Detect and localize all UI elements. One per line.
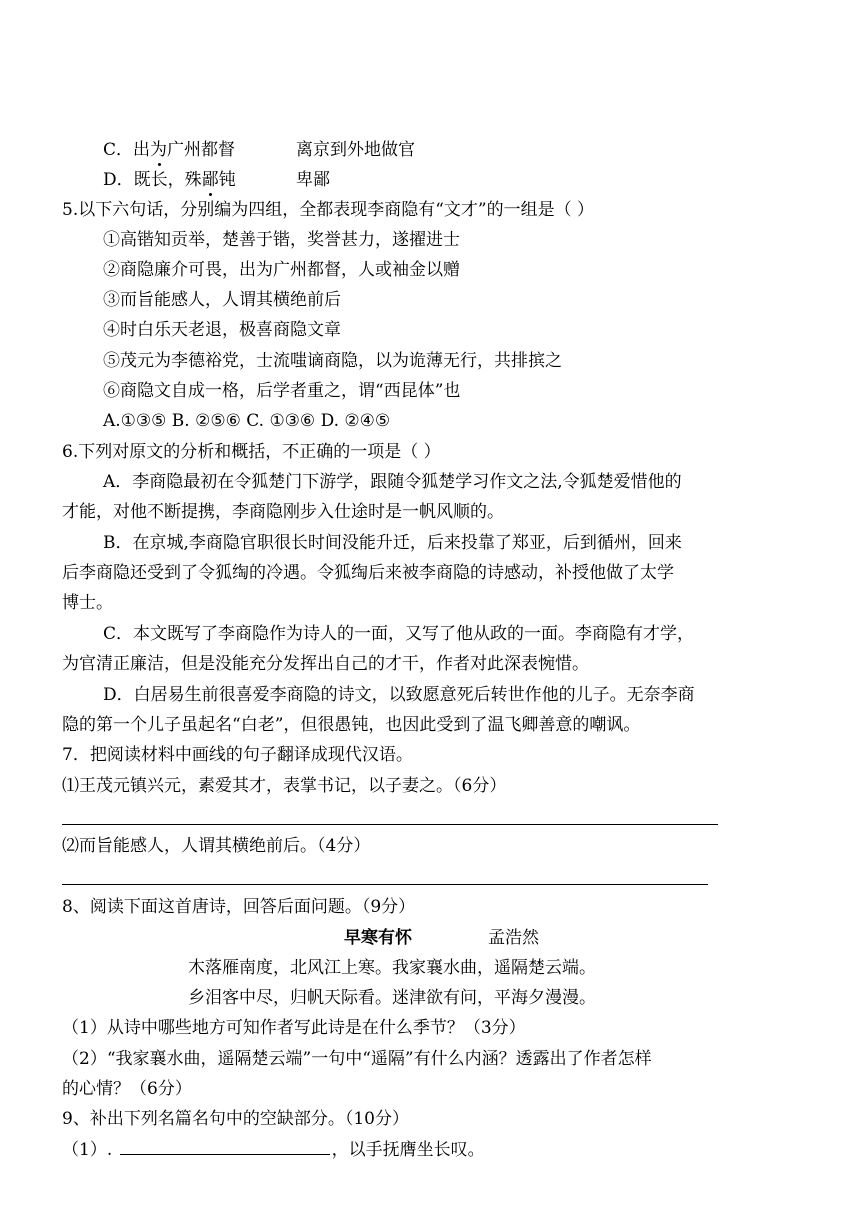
q9-stem: 9、补出下列名篇名句中的空缺部分。（10分） <box>62 1109 409 1129</box>
q5-item-2: ②商隐廉介可畏，出为广州都督，人或袖金以赠 <box>103 260 460 280</box>
q9-sentence-1 <box>62 1140 485 1160</box>
emphasis-dot-icon <box>158 163 161 166</box>
q5-item-6: ⑥商隐文自成一格，后学者重之，谓“西昆体”也 <box>103 381 461 401</box>
poem-title: 早寒有怀 <box>344 928 412 948</box>
q6-option-a-line1: A．李商隐最初在令狐楚门下游学，跟随令狐楚学习作文之法,令狐楚爱惜他的 <box>103 472 682 492</box>
q5-item-5: ⑤茂元为李德裕党，士流嗤谪商隐，以为诡薄无行，共排摈之 <box>103 351 562 371</box>
q4-option-d <box>103 170 236 190</box>
q4-option-d-dot-text: 鄙 <box>201 170 219 190</box>
q8-sub-question-2-line1: （2）“我家襄水曲，遥隔楚云端”一句中“遥隔”有什么内涵？透露出了作者怎样 <box>62 1049 652 1069</box>
q4-option-c-dotted-char <box>150 140 167 160</box>
poem-line-1: 木落雁南度，北风江上寒。我家襄水曲，遥隔楚云端。 <box>188 958 596 978</box>
q5-options: A.①③⑤ B. ②⑤⑥ C. ①③⑥ D. ②④⑤ <box>103 411 391 431</box>
q4-option-d-dotted-char <box>202 170 219 190</box>
q9-sentence-1-text: ，以手抚膺坐长叹。 <box>331 1140 485 1160</box>
q6-option-c-line1: C．本文既写了李商隐作为诗人的一面，又写了他从政的一面。李商隐有才学， <box>103 624 695 644</box>
q4-option-c-explanation: 离京到外地做官 <box>296 140 415 160</box>
q6-option-a-line2: 才能，对他不断提携，李商隐刚步入仕途时是一帆风顺的。 <box>62 502 504 522</box>
q5-item-4: ④时白乐天老退，极喜商隐文章 <box>103 320 341 340</box>
q5-stem: 5.以下六句话，分别编为四组，全都表现李商隐有“文才”的一组是（ ） <box>62 200 595 220</box>
q6-option-c-line2: 为官清正廉洁，但是没能充分发挥出自己的才干，作者对此深表惋惜。 <box>62 654 589 674</box>
q7-stem: 7．把阅读材料中画线的句子翻译成现代汉语。 <box>62 745 413 765</box>
q6-option-d-line1: D．白居易生前很喜爱李商隐的诗文，以致愿意死后转世作他的儿子。无奈李商 <box>103 685 695 705</box>
q7-sentence-1: ⑴王茂元镇兴元，素爱其才，表掌书记，以子妻之。（6分） <box>62 776 507 796</box>
q6-option-d-line2: 隐的第一个儿子虽起名“白老”，但很愚钝，也因此受到了温飞卿善意的嘲讽。 <box>62 715 641 735</box>
q4-option-c-suffix: 广州都督 <box>167 140 236 160</box>
fill-in-blank[interactable] <box>120 1140 330 1155</box>
q5-item-3: ③而旨能感人，人谓其横绝前后 <box>103 290 341 310</box>
q4-option-c-prefix: C．出 <box>103 140 151 160</box>
q4-option-c <box>103 140 235 160</box>
q6-option-b-line3: 博士。 <box>62 593 113 613</box>
q6-option-b-line2: 后李商隐还受到了令狐绹的冷遇。令狐绹后来被李商隐的诗感动，补授他做了太学 <box>62 563 674 583</box>
q4-option-c-dot-text: 为 <box>150 140 168 160</box>
emphasis-dot-icon <box>209 193 212 196</box>
q5-item-1: ①高锴知贡举，楚善于锴，奖誉甚力，遂擢进士 <box>103 230 460 250</box>
q9-sentence-1-number: （1）. <box>62 1140 113 1160</box>
q4-option-d-suffix: 钝 <box>218 170 236 190</box>
poem-author: 孟浩然 <box>488 928 539 948</box>
q7-answer-line-1[interactable] <box>62 824 718 825</box>
q7-answer-line-2[interactable] <box>62 884 708 885</box>
q8-stem: 8、阅读下面这首唐诗，回答后面问题。（9分） <box>62 897 416 917</box>
q6-stem: 6.下列对原文的分析和概括，不正确的一项是（ ） <box>62 442 441 462</box>
q8-sub-question-2-line2: 的心情？（6分） <box>62 1079 192 1099</box>
poem-line-2: 乡泪客中尽，归帆天际看。迷津欲有问，平海夕漫漫。 <box>188 988 596 1008</box>
q4-option-d-explanation: 卑鄙 <box>296 170 330 190</box>
q8-sub-question-1: （1）从诗中哪些地方可知作者写此诗是在什么季节？（3分） <box>62 1018 526 1038</box>
q7-sentence-2: ⑵而旨能感人，人谓其横绝前后。（4分） <box>62 836 371 856</box>
q6-option-b-line1: B．在京城,李商隐官职很长时间没能升迁，后来投靠了郑亚，后到循州，回来 <box>103 533 682 553</box>
q4-option-d-prefix: D．既长，殊 <box>103 170 202 190</box>
